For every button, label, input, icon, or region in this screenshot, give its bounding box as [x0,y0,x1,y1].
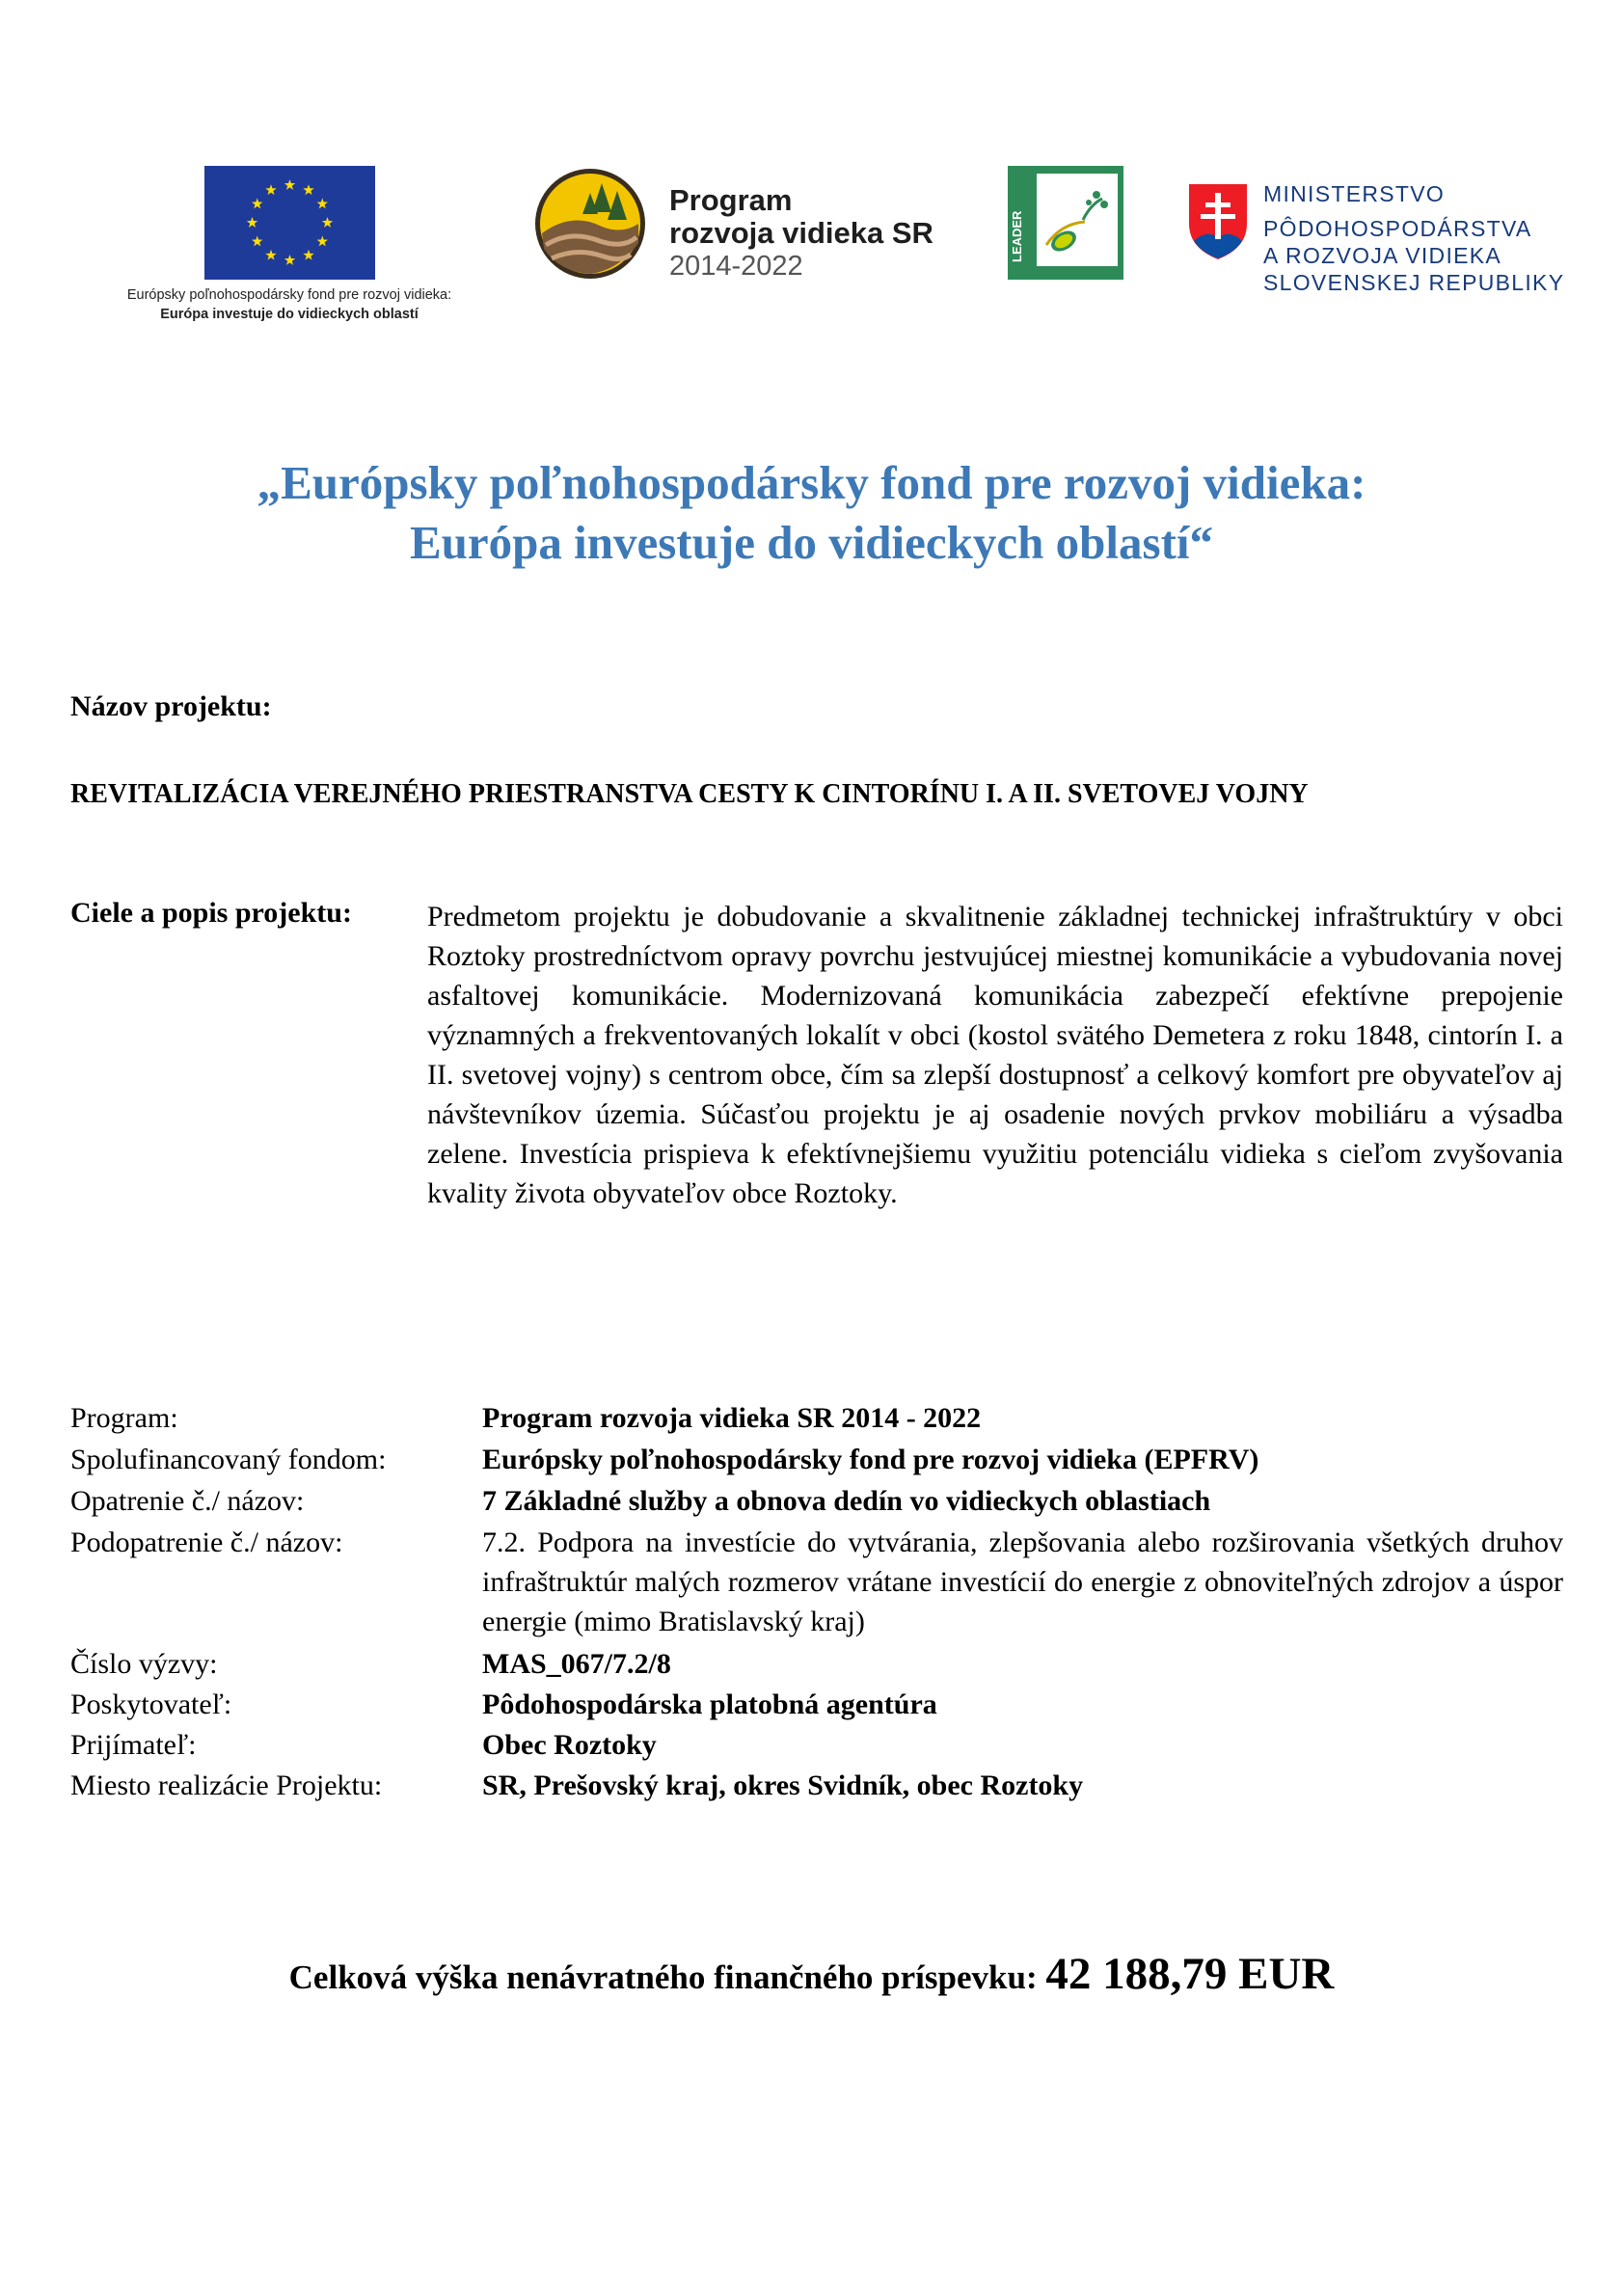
info-label-recipient: Prijímateľ: [70,1729,197,1761]
goals-description: Predmetom projektu je dobudovanie a skvalitnenie základnej technickej infraštruktúry v obci Roztoky prostredníctvom opravy povrchu jestvujúcej miestnej komunikácie a vybudovania novej asfaltovej komunikácie. Modernizovaná komunikácia zabezpečí efektívne prepojenie významných a frekventovaných lokalít v obci (kostol svätého Demetera z roku 1848, cintorín I. a II. svetovej vojny) s centrom obce, čím sa zlepší dostupnosť a celkový komfort pre obyvateľov aj návštevníkov územia. Súčasťou projektu je aj osadenie nových prvkov mobiliáru a výsadba zelene. Investícia prispieva k efektívnejšiemu využitiu potenciálu vidieka s cieľom zvyšovania kvality života obyvateľov obce Roztoky. [427,901,1563,1209]
prv-logo-line1: Program [669,183,793,217]
prv-logo-line3: 2014-2022 [669,251,803,282]
eu-star-icon [303,250,313,260]
eu-star-icon [317,199,328,209]
info-value-provider: Pôdohospodárska platobná agentúra [482,1688,937,1720]
info-value-submeasure: 7.2. Podpora na investície do vytvárania, zlepšovania alebo rozširovania všetkých druhov infraštruktúr malých rozmerov vrátane investícií do energie z obnoviteľných zdrojov a úspor energie (mimo Bratislavský kraj) [482,1526,1563,1637]
eu-logo-caption-line2: Európa investuje do vidieckych oblastí [160,307,419,322]
ministry-logo-line2: PÔDOHOSPODÁRSTVA [1263,216,1532,241]
ministry-logo-line3: A ROZVOJA VIDIEKA [1263,243,1502,268]
info-value-fund: Európsky poľnohospodársky fond pre rozvoj vidieka (EPFRV) [482,1444,1259,1475]
ministry-logo [1186,181,1565,307]
leader-logo [1008,166,1123,280]
total-grant [0,1948,1623,2000]
total-grant-label: Celková výška nenávratného finančného príspevku: [288,1958,1046,1996]
info-value-recipient: Obec Roztoky [482,1729,657,1761]
info-label-provider: Poskytovateľ: [70,1688,232,1720]
goals-label: Ciele a popis projektu: [70,897,352,929]
info-value-measure: 7 Základné služby a obnova dedín vo vidieckych oblastiach [482,1485,1211,1517]
project-name-label: Názov projektu: [70,690,272,722]
eu-star-icon [317,236,328,247]
eu-star-icon [284,179,295,190]
eu-logo-caption-line1: Európsky poľnohospodársky fond pre rozvoj vidieka: [126,287,452,303]
ministry-logo-line4: SLOVENSKEJ REPUBLIKY [1263,270,1565,295]
page-title-line2: Európa investuje do vidieckych oblastí“ [409,516,1214,569]
slovak-coat-of-arms-icon [1186,181,1250,262]
prv-emblem-icon [532,166,648,282]
prv-logo [532,166,966,286]
eu-star-icon [303,184,313,195]
eu-star-icon [265,184,276,195]
info-label-measure: Opatrenie č./ názov: [70,1485,305,1517]
info-value-call: MAS_067/7.2/8 [482,1648,671,1680]
ministry-logo-line1: MINISTERSTVO [1263,181,1446,206]
eu-star-icon [252,236,262,247]
info-label-location: Miesto realizácie Projektu: [70,1769,383,1801]
eu-star-icon [265,250,276,260]
info-label-fund: Spolufinancovaný fondom: [70,1444,387,1475]
eu-star-icon [284,255,295,265]
eu-star-icon [252,199,262,209]
info-value-location: SR, Prešovský kraj, okres Svidník, obec Roztoky [482,1769,1084,1801]
info-label-submeasure: Podopatrenie č./ názov: [70,1526,343,1558]
page-title-line1: „Európsky poľnohospodársky fond pre rozvoj vidieka: [257,456,1366,509]
page-title [0,453,1623,573]
eu-star-icon [322,217,333,228]
leader-logo-text: LEADER [1010,210,1024,262]
info-value-program: Program rozvoja vidieka SR 2014 - 2022 [482,1402,982,1434]
eu-flag-icon [204,166,375,280]
info-label-call: Číslo výzvy: [70,1648,218,1680]
project-name: REVITALIZÁCIA VEREJNÉHO PRIESTRANSTVA CESTY K CINTORÍNU I. A II. SVETOVEJ VOJNY [70,779,1309,809]
eu-logo [77,166,501,330]
total-grant-amount: 42 188,79 EUR [1045,1949,1335,1999]
info-label-program: Program: [70,1402,178,1434]
eu-star-icon [247,217,257,228]
prv-logo-line2: rozvoja vidieka SR [669,216,933,250]
